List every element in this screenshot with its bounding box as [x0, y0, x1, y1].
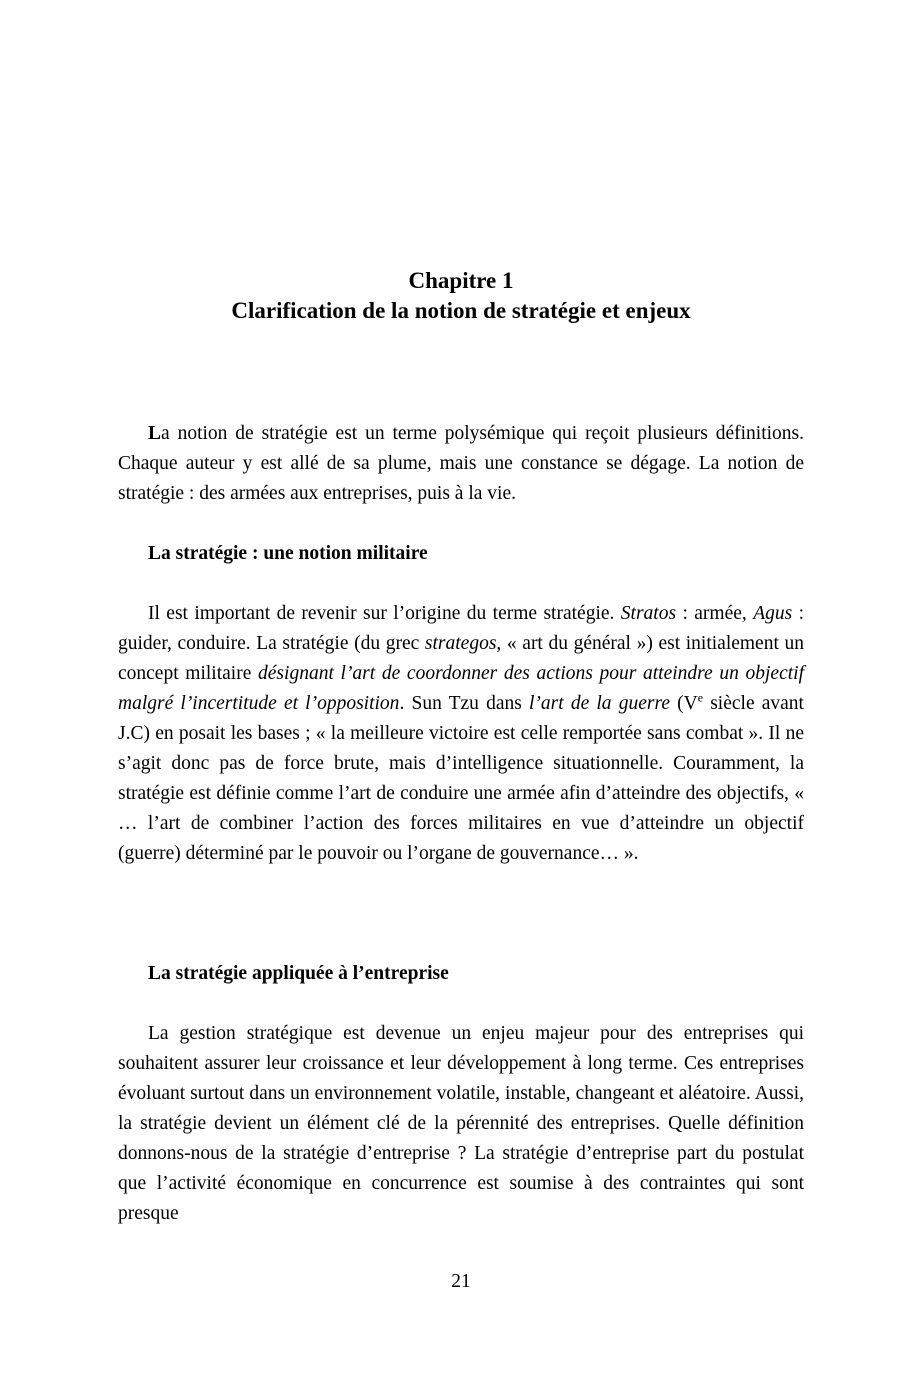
- text-run: : armée,: [676, 603, 754, 624]
- term-stratos: Stratos: [620, 603, 677, 624]
- intro-dropcap: L: [148, 423, 162, 444]
- book-title: l’art de la guerre: [529, 693, 670, 714]
- chapter-heading: [118, 266, 804, 326]
- century-superscript: e: [697, 690, 704, 705]
- intro-paragraph: [118, 419, 804, 509]
- section-heading-military: [118, 539, 804, 569]
- enterprise-text: La gestion stratégique est devenue un enjeu majeur pour des entreprises qui souhaitent assurer leur croissance et leur développement à long terme. Ces entreprises évoluant surtout dans un environnement volatile, instable, changeant et aléatoire. Aussi, la stratégie devient un élément clé de la pérennité des entreprises. Quelle définition donnons-nous de la stratégie d’entreprise ? La stratégie d’entreprise part du postulat que l’activité économique en concurrence est soumise à des contraintes qui sont presque: [118, 1023, 804, 1224]
- enterprise-paragraph: [118, 1019, 804, 1229]
- chapter-title: Clarification de la notion de stratégie et enjeux: [231, 298, 691, 323]
- term-agus: Agus: [753, 603, 793, 624]
- intro-text: a notion de stratégie est un terme polysémique qui reçoit plusieurs définitions. Chaque auteur y est allé de sa plume, mais une constance se dégage. La notion de stratégie : des armées aux entreprises, puis à la vie.: [118, 423, 804, 504]
- section-heading-enterprise: [118, 959, 804, 989]
- section-title: La stratégie : une notion militaire: [148, 543, 428, 564]
- text-run: , « art du général ») est initialement un concept militaire: [118, 633, 804, 684]
- chapter-number: Chapitre 1: [408, 268, 514, 293]
- text-run: . Sun Tzu dans: [399, 693, 529, 714]
- page-number: 21: [451, 1271, 471, 1292]
- definition-italic: désignant l’art de coordonner des actions pour atteindre un objectif malgré l’incertitude et l’opposition: [118, 663, 804, 714]
- text-run: Il est important de revenir sur l’origine du terme stratégie.: [148, 603, 621, 624]
- text-run: siècle avant J.C) en posait les bases ; « la meilleure victoire est celle remportée sans combat ». Il ne s’agit donc pas de force brute, mais d’intelligence situationnelle. Couramment, la stratégie est définie comme l’art de conduire une armée afin d’atteindre des objectifs, « … l’art de combiner l’action des forces militaires en vue d’atteindre un objectif (guerre) déterminé par le pouvoir ou l’organe de gouvernance… ».: [118, 693, 804, 864]
- text-run: : guider, conduire. La stratégie (du grec: [118, 603, 805, 654]
- text-run: (V: [669, 693, 698, 714]
- term-strategos: strategos: [424, 633, 497, 654]
- military-paragraph: [118, 599, 804, 869]
- section-title: La stratégie appliquée à l’entreprise: [148, 963, 449, 984]
- book-page: [118, 0, 804, 1381]
